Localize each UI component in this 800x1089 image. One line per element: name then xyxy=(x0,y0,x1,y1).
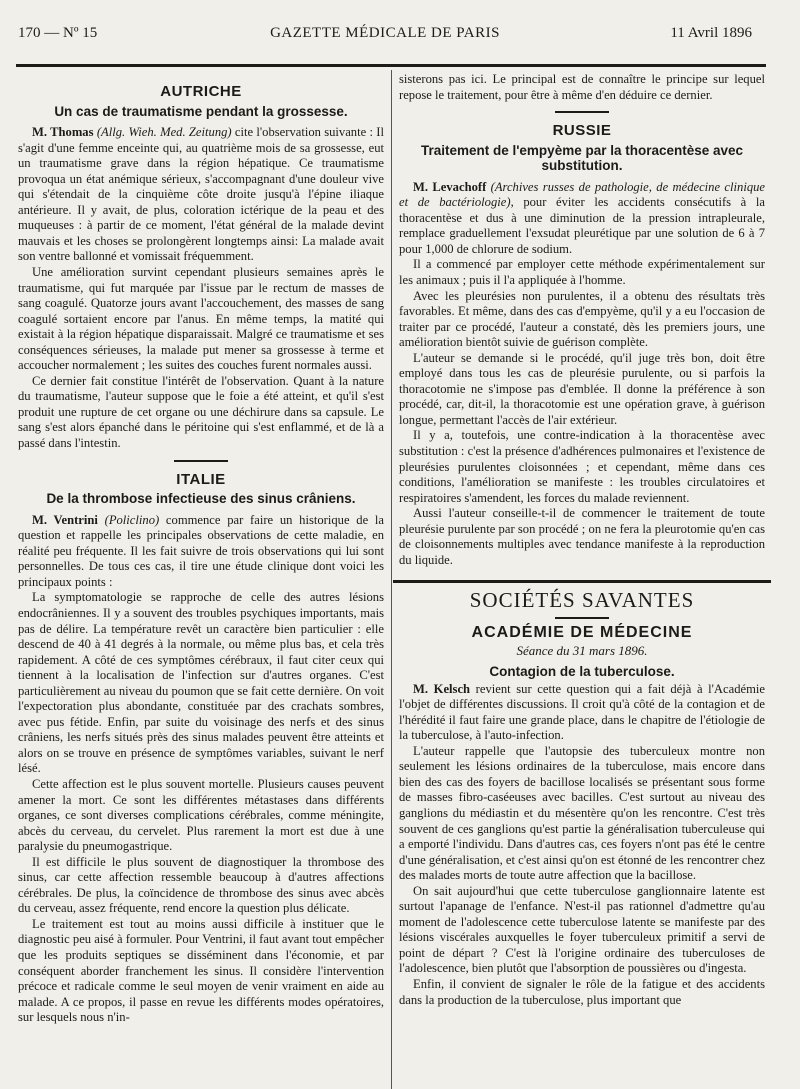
paragraph: Il a commencé par employer cette méthode expérimentalement sur les animaux ; puis il l'a appliquée à l'homme. xyxy=(399,257,765,288)
paragraph xyxy=(399,180,765,258)
article-title-empyeme: Traitement de l'empyème par la thoracentèse avec substitution. xyxy=(420,142,744,174)
journal-title: GAZETTE MÉDICALE DE PARIS xyxy=(270,25,500,41)
paragraph-continued: sisterons pas ici. Le principal est de connaître le principe sur lequel repose le traitement, pour être à même d'en déduire ce dernier. xyxy=(399,72,765,102)
session-date: Séance du 31 mars 1896. xyxy=(516,642,648,658)
paragraph: Ce dernier fait constitue l'intérêt de l'observation. Quant à la nature du traumatisme, l'auteur suppose que le foie a été atteint, et qu'il s'est produit une rupture de cet organe ou une déchirure dans sa capsule. Le sang s'est alors épanché dans le péritoine qui s'est enflammé, et de là a passé dans l'intestin. xyxy=(18,373,384,451)
paragraph-text: , pour éviter les accidents consécutifs à la thoracentèse et dus à une diminution de la pression intrapleurale, remplace graduellement l'exsudat pleurétique par une solution de 6 à 7 pour 1,000 de chlorure de sodium. xyxy=(399,195,765,256)
paragraph: L'auteur se demande si le procédé, qu'il juge très bon, doit être employé dans tous les cas de pleurésie purulente, ou si parfois la thoracotomie ne s'impose pas d'emblée. Il donne la préférence à son procédé, car, dit-il, la thoracotomie est une opération grave, à guérison longue, permettant l'accès de l'air extérieur. xyxy=(399,350,765,427)
source-citation: (Archives russes de pathologie, de médecine clinique et de bactériologie) xyxy=(399,179,765,210)
source-citation: (Policlino) xyxy=(104,512,160,527)
right-column xyxy=(399,72,765,1008)
author-name: M. Kelsch xyxy=(413,681,471,696)
paragraph: Il y a, toutefois, une contre-indication à la thoracentèse avec substitution : c'est la présence d'adhérences pulmonaires et l'existence de pleurésies purulentes cloisonnées ; et cependant, même dans ces conditions, l'amélioration se manifeste : les troubles circulatoires et respiratoires s'amendent, les forces du malade reviennent. xyxy=(399,428,765,505)
left-column xyxy=(18,72,384,1026)
section-heading-autriche: AUTRICHE xyxy=(160,83,242,100)
paragraph-text: commence par faire un historique de la question et rappelle les principales observations de cette maladie, en réalité peu fréquente. Il les fait suivre de trois observations qui lui sont personnelles. De tous ces cas, il tire une étude clinique dont voici les principaux points : xyxy=(18,512,384,589)
author-name: M. Levachoff xyxy=(413,179,487,194)
author-name: M. Thomas xyxy=(32,125,94,140)
section-rule xyxy=(393,580,771,583)
paragraph xyxy=(18,125,384,265)
section-divider xyxy=(555,617,609,619)
paragraph: On sait aujourd'hui que cette tuberculose ganglionnaire latente est surtout l'apanage de l'enfance. N'est-il pas rationnel d'admettre qu'au moment de l'adolescence cette tuberculose latente se manifeste par des lésions viscérales auxquelles le foyer tuberculeux primitif a servi de point de départ ? C'est là l'origine ordinaire des tuberculoses de l'adolescence, bien plutôt que l'absorption de poussières ou d'ingesta. xyxy=(399,883,765,976)
section-heading-russie: RUSSIE xyxy=(552,122,612,140)
paragraph-text: cite l'observation suivante : Il s'agit d'une femme enceinte qui, au quatrième mois de sa grossesse, eut un traumatisme grave dans la région hépatique. Ce traumatisme provoqua un état anémique sérieux, s'accompagnant d'une douleur vive qui s'étendait de la cinquième côte droite jusqu'à l'épine iliaque antérieure. Il y avait, de plus, coloration ictérique de la peau et des muqueuses : à partir de ce moment, l'état général de la malade devint mauvais et les choses se prolongèrent longtemps ainsi: La malade avait son ventre ballonné et vomissait fréquemment. xyxy=(18,125,384,264)
article-title-thrombose: De la thrombose infectieuse des sinus crâniens. xyxy=(46,491,356,507)
section-divider xyxy=(555,111,609,113)
paragraph: Il est difficile le plus souvent de diagnostiquer la thrombose des sinus, car cette affection ressemble beaucoup à d'autres affections cérébrales. De plus, la coïncidence de thrombose des sinus avec abcès du cerveau, assez fréquente, rend encore la question plus délicate. xyxy=(18,854,384,916)
header-rule xyxy=(16,64,766,67)
paragraph xyxy=(18,513,384,591)
academie-heading: ACADÉMIE DE MÉDECINE xyxy=(471,623,693,641)
paragraph-text: revient sur cette question qui a fait déjà à l'Académie l'objet de différentes discussions. Il croit qu'à côté de la contagion et de l'hérédité il faut faire une grande place, dans le chapitre de l'étiologie de la tuberculose, à l'auto-infection. xyxy=(399,681,765,743)
source-citation: (Allg. Wieh. Med. Zeitung) xyxy=(96,125,232,140)
page-number: 170 — Nº 15 xyxy=(18,25,98,41)
paragraph: La symptomatologie se rapproche de celle des autres lésions endocrâniennes. Il y a souvent des troubles psychiques importants, mais pas de délire. La température revêt un caractère bien particulier : elle descend de 40 à 41 degrés à la normale, ou même plus bas, et cela très rapidement. A côté de ces symptômes cérébraux, il faut citer ceux qui tiennent à la localisation de l'infection sur d'autres organes. C'est particulièrement au niveau du poumon que se fait cette dernière. On voit l'expectoration plus abondante, constituée par des crachats sombres, avec pus fétide. Enfin, par suite du voisinage des nerfs et des sinus crâniens, les nerfs situés près des sinus malades peuvent être atteints et alors on se trouve en présence de symptômes variables, suivant le nerf lésé. xyxy=(18,590,384,776)
section-heading-italie: ITALIE xyxy=(176,470,226,488)
paragraph: Enfin, il convient de signaler le rôle de la fatigue et des accidents dans la production de la tuberculose, plus important que xyxy=(399,976,765,1007)
paragraph: L'auteur rappelle que l'autopsie des tuberculeux montre non seulement les lésions ordinaires de la tuberculose, mais encore dans bien des cas des foyers de bacillose localisés se présentant sous forme de masses fibro-caséeuses avec bacilles. C'est surtout au niveau des ganglions du médiastin et du mésentère qu'on les rencontre. C'est très souvent de ces ganglions qu'est partie la généralisation tuberculeuse qui a emporté l'individu. Dans d'autres cas, ces foyers n'ont pas été le centre d'une généralisation, et c'est ainsi qu'on est étonné de les rencontrer chez des malades morts de toute autre affection que la bacillose. xyxy=(399,743,765,883)
paragraph: Avec les pleurésies non purulentes, il a obtenu des résultats très favorables. Et même, dans des cas d'empyème, qu'il y a eu l'occasion de traiter par ce procédé, l'auteur a constaté, dès les premiers jours, une amélioration bientôt suivie de guérison complète. xyxy=(399,288,765,350)
column-divider xyxy=(391,70,392,1089)
article-title-tuberculose: Contagion de la tuberculose. xyxy=(489,664,675,680)
author-name: M. Ventrini xyxy=(32,512,98,527)
paragraph xyxy=(399,682,765,744)
issue-date: 11 Avril 1896 xyxy=(670,25,752,41)
page-header xyxy=(18,25,752,47)
paragraph: Cette affection est le plus souvent mortelle. Plusieurs causes peuvent amener la mort. Ce sont les différentes métastases dans différents organes, ce sont diverses complications cérébrales, comme méningite, abcès du cerveau, du cervelet. Plus rarement la mort est due à une paralysie du pneumogastrique. xyxy=(18,776,384,854)
article-title-traumatisme: Un cas de traumatisme pendant la grossesse. xyxy=(54,103,348,119)
paragraph: Aussi l'auteur conseille-t-il de commencer le traitement de toute pleurésie purulente par son procédé ; on ne fera la pleurotomie qu'en cas de cloisonnements multiples avec tendance manifeste à la reproduction du liquide. xyxy=(399,506,765,567)
paragraph: Le traitement est tout au moins aussi difficile à instituer que le diagnostic peu aisé à formuler. Pour Ventrini, il faut avant tout empêcher que les produits septiques se disséminent dans l'économie, et par conséquent aborder franchement les sinus. Il considère l'intervention précoce et radicale comme le seul moyen de venir vraiment en aide au malade. A ce propos, il passe en revue les différents modes opératoires, sur lesquels nous n'in- xyxy=(18,916,384,1025)
societes-savantes-heading: SOCIÉTÉS SAVANTES xyxy=(469,588,695,613)
section-divider xyxy=(174,460,228,462)
paragraph: Une amélioration survint cependant plusieurs semaines après le traumatisme, qui fut marquée par l'issue par le rectum de masses de sang coagulé. Quatorze jours avant l'accouchement, des masses de sang coagulé sortaient encore par l'anus. En même temps, la matité qui existait à la région hépatique disparaissait. Malgré ce traumatisme et ses conséquences sérieuses, la malade put mener sa grossesse à terme et accoucher normalement ; les suites des couches furent normales aussi. xyxy=(18,265,384,373)
